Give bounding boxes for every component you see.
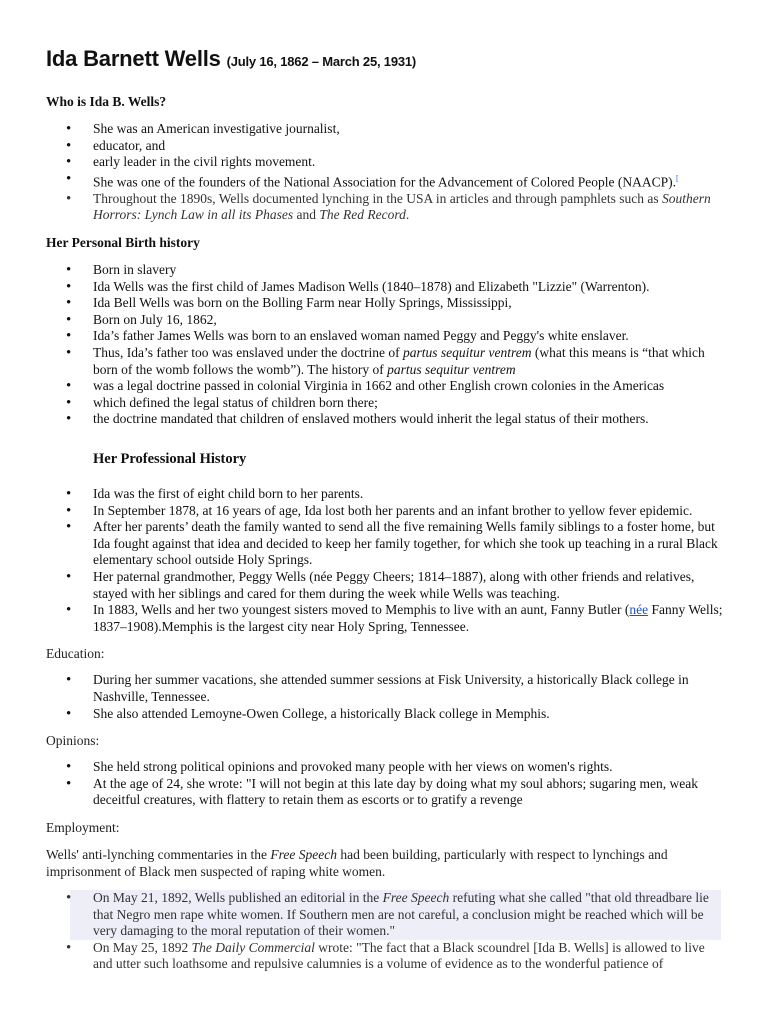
document-page — [46, 44, 726, 983]
list-item: • Ida’s father James Wells was born to an enslaved woman named Peggy and Peggy's white enslaver. — [46, 328, 726, 345]
text-run: wrote: "The fact that a Black scoundrel [Ida B. Wells] is allowed to live and utter such loathsome and repulsive calumnies is a volume of evidence as to the wonderful patience of — [93, 939, 705, 972]
citation-ref[interactable]: [ — [676, 173, 679, 183]
list-item: • At the age of 24, she wrote: "I will not begin at this late day by doing what my soul abhors; sugaring men, weak deceitful creatures, with flattery to retain them as escorts or to gratify a revenge — [46, 776, 726, 809]
text-run: Wells' anti-lynching commentaries in the — [46, 846, 271, 862]
list-item: • Born in slavery — [46, 262, 726, 279]
list-item — [46, 171, 726, 191]
employment-list — [46, 890, 726, 973]
list-item-highlighted — [70, 890, 721, 940]
list-item: • was a legal doctrine passed in colonial Virginia in 1662 and other English crown colonies in the Americas — [46, 378, 726, 395]
who-list — [46, 121, 726, 224]
section-heading-education: Education: — [46, 646, 105, 662]
opinions-list — [46, 759, 726, 809]
list-item — [46, 602, 726, 635]
professional-list — [46, 486, 726, 635]
page-title — [46, 44, 726, 77]
section-heading-employment: Employment: — [46, 819, 120, 835]
section-heading-opinions: Opinions: — [46, 733, 100, 749]
text-run: Throughout the 1890s, Wells documented lynching in the USA in articles and through pamphlets such as — [93, 190, 662, 206]
text-run: Thus, Ida’s father too was enslaved under the doctrine of — [93, 345, 404, 361]
birth-list — [46, 262, 726, 428]
list-item: • During her summer vacations, she attended summer sessions at Fisk University, a historically Black college in Nashville, Tennessee. — [46, 672, 726, 705]
list-item — [46, 940, 726, 973]
list-item — [46, 191, 726, 224]
section-heading-professional: Her Professional History — [93, 451, 247, 467]
list-item: • which defined the legal status of children born there; — [46, 395, 726, 412]
italic-title: Free Speech — [270, 846, 338, 862]
section-heading-who: Who is Ida B. Wells? — [46, 94, 167, 109]
italic-title: The Red Record — [319, 207, 406, 223]
list-item: • She was an American investigative journalist, — [46, 121, 726, 138]
italic-title: Southern Horrors: Lynch Law in all its Phases — [93, 190, 711, 223]
text-run: had been building, particularly with respect to lynchings and imprisonment of Black men suspected of raping white women. — [46, 846, 668, 879]
list-item: • Her paternal grandmother, Peggy Wells (née Peggy Cheers; 1814–1887), along with other friends and relatives, stayed with her siblings and cared for them during the week while Wells was teaching. — [46, 569, 726, 602]
text-run: refuting what she called "that old threadbare lie that Negro men rape white women. If Southern men are not careful, a conclusion might be reached which will be very damaging to the moral reputation of their women." — [93, 889, 709, 939]
list-item: • She held strong political opinions and provoked many people with her views on women's rights. — [46, 759, 726, 776]
italic-term: partus sequitur ventrem — [387, 361, 516, 377]
italic-title: The Daily Commercial — [191, 939, 315, 955]
list-item: • Born on July 16, 1862, — [46, 312, 726, 329]
nee-link[interactable]: née — [629, 602, 649, 618]
section-heading-birth: Her Personal Birth history — [46, 235, 200, 251]
italic-term: partus sequitur ventrem — [403, 345, 532, 361]
list-item: • educator, and — [46, 138, 726, 155]
title-name: Ida Barnett Wells — [46, 46, 221, 71]
list-item: • early leader in the civil rights movement. — [46, 154, 726, 171]
list-item — [46, 345, 726, 378]
list-item: • Ida Bell Wells was born on the Bolling Farm near Holly Springs, Mississippi, — [46, 295, 726, 312]
text-run: On May 25, 1892 — [93, 939, 192, 955]
education-list — [46, 672, 726, 722]
text-run: (what this means is “that which born of the womb follows the womb”). The history of — [93, 345, 705, 377]
title-dates: (July 16, 1862 – March 25, 1931) — [226, 54, 417, 69]
italic-title: Free Speech — [382, 889, 450, 905]
list-item: • the doctrine mandated that children of enslaved mothers would inherit the legal status of their mothers. — [46, 411, 726, 428]
list-item: • After her parents’ death the family wanted to send all the five remaining Wells family siblings to a foster home, but Ida fought against that idea and decided to keep her family together, for which she took up teaching in a rural Black elementary school outside Holy Springs. — [46, 519, 726, 569]
list-item: • Ida Wells was the first child of James Madison Wells (1840–1878) and Elizabeth "Lizzie" (Warrenton). — [46, 279, 726, 296]
employment-paragraph — [46, 846, 726, 880]
list-item-text: She was one of the founders of the National Association for the Advancement of Colored People (NAACP). — [93, 174, 676, 190]
text-run: . — [405, 207, 410, 223]
list-item: • Ida was the first of eight child born to her parents. — [46, 486, 726, 503]
text-run: and — [293, 207, 320, 223]
list-item: • She also attended Lemoyne-Owen College, a historically Black college in Memphis. — [46, 706, 726, 723]
list-item: • In September 1878, at 16 years of age, Ida lost both her parents and an infant brother to yellow fever epidemic. — [46, 503, 726, 520]
text-run: On May 21, 1892, Wells published an editorial in the — [93, 889, 383, 905]
text-run: Fanny Wells; 1837–1908).Memphis is the largest city near Holy Spring, Tennessee. — [93, 602, 723, 634]
text-run: In 1883, Wells and her two youngest sisters moved to Memphis to live with an aunt, Fanny Butler ( — [93, 602, 630, 618]
